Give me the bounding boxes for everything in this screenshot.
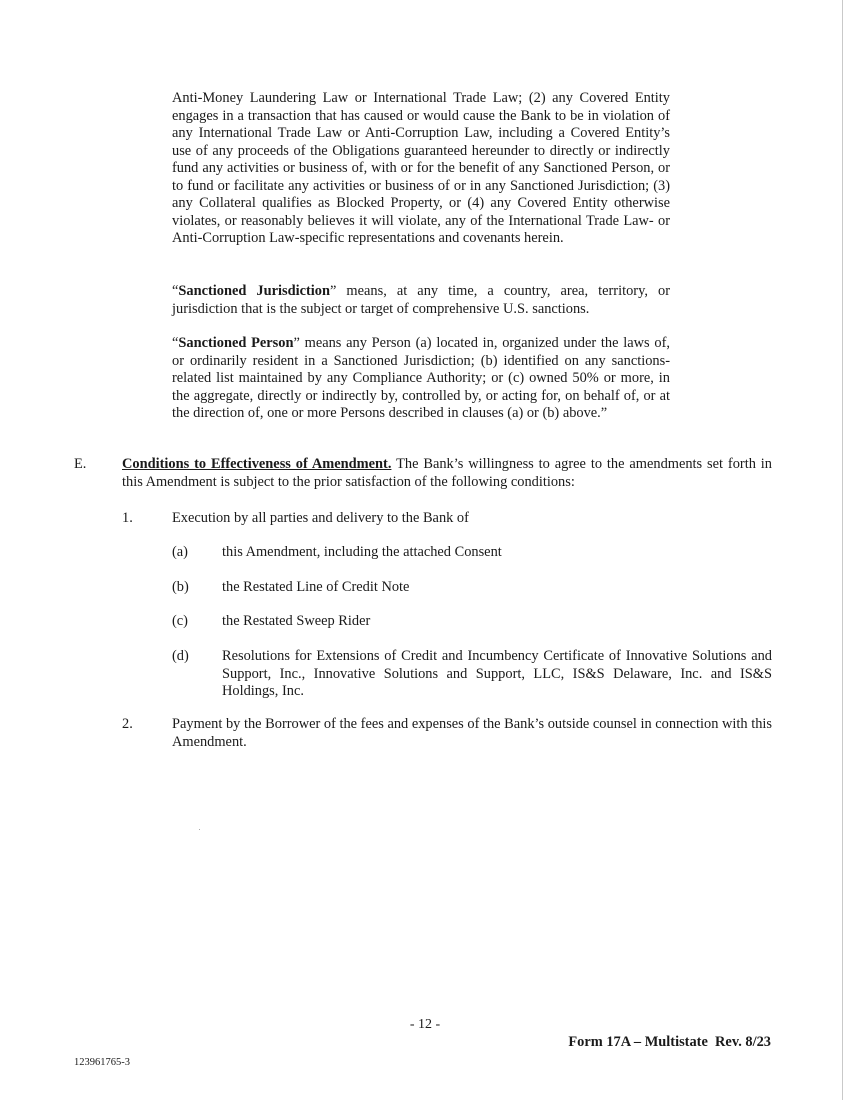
close-quote: ”	[293, 335, 300, 351]
scan-speck	[199, 829, 200, 830]
section-title: Conditions to Effectiveness of Amendment.	[122, 456, 392, 472]
subitem-text: this Amendment, including the attached Consent	[222, 544, 502, 560]
page-number: - 12 -	[409, 1017, 441, 1032]
open-quote: “	[172, 335, 179, 351]
close-quote: ”	[329, 283, 337, 299]
section-letter: E.	[74, 456, 87, 472]
subitem-letter: (d)	[172, 648, 189, 664]
section-e-intro	[122, 456, 772, 491]
definition-sanctioned-person	[172, 335, 670, 423]
subitem-letter: (c)	[172, 613, 188, 629]
definition-text: means, at any time, a country, area, territory, or jurisdiction that is the subject or target of comprehensive U.S. sanctions.	[172, 283, 670, 317]
item-number: 1.	[122, 510, 133, 526]
subitem-text: Resolutions for Extensions of Credit and Incumbency Certificate of Innovative Solutions and Support, Inc., Innovative Solutions and Support, LLC, IS&S Delaware, Inc. and IS&S Holdings, Inc.	[222, 648, 772, 699]
section-intro-text: The Bank’s willingness to agree to the amendments set forth in this Amendment is subject to the prior satisfaction of the following conditions:	[122, 456, 772, 490]
page-edge-line	[842, 0, 843, 1100]
definition-sanctioned-jurisdiction	[172, 283, 670, 318]
defined-term: Sanctioned Person	[178, 335, 294, 351]
subitem-letter: (b)	[172, 579, 189, 595]
continuation-paragraph: Anti-Money Laundering Law or International Trade Law; (2) any Covered Entity engages in a transaction that has caused or would cause the Bank to be in violation of any International Trade Law or Anti-Corruption Law, including a Covered Entity’s use of any proceeds of the Obligations guaranteed hereunder to directly or indirectly fund any activities or business of, with or for the benefit of any Sanctioned Person, or to fund or facilitate any activities or business of or in any Sanctioned Jurisdiction; (3) any Collateral qualifies as Blocked Property, or (4) any Covered Entity otherwise violates, or reasonably believes it will violate, any of the International Trade Law- or Anti-Corruption Law-specific representations and covenants herein.	[172, 90, 670, 246]
subitem-text: the Restated Line of Credit Note	[222, 579, 410, 595]
defined-term: Sanctioned Jurisdiction	[178, 283, 330, 299]
form-label: Form 17A – Multistate Rev. 8/23	[568, 1034, 771, 1050]
item-number: 2.	[122, 716, 133, 732]
document-id: 123961765-3	[74, 1057, 130, 1068]
subitem-letter: (a)	[172, 544, 188, 560]
item-text: Execution by all parties and delivery to the Bank of	[172, 510, 469, 526]
definition-text: means any Person (a) located in, organized under the laws of, or ordinarily resident in a Sanctioned Jurisdiction; (b) identified on any sanctions-related list maintained by any Compliance Authority; or (c) owned 50% or more, in the aggregate, directly or indirectly by, controlled by, or acting for, on behalf of, or at the direction of, one or more Persons described in clauses (a) or (b) above.”	[172, 335, 670, 421]
open-quote: “	[172, 283, 179, 299]
item-text: Payment by the Borrower of the fees and expenses of the Bank’s outside counsel in connection with this Amendment.	[172, 716, 772, 750]
subitem-text: the Restated Sweep Rider	[222, 613, 371, 629]
